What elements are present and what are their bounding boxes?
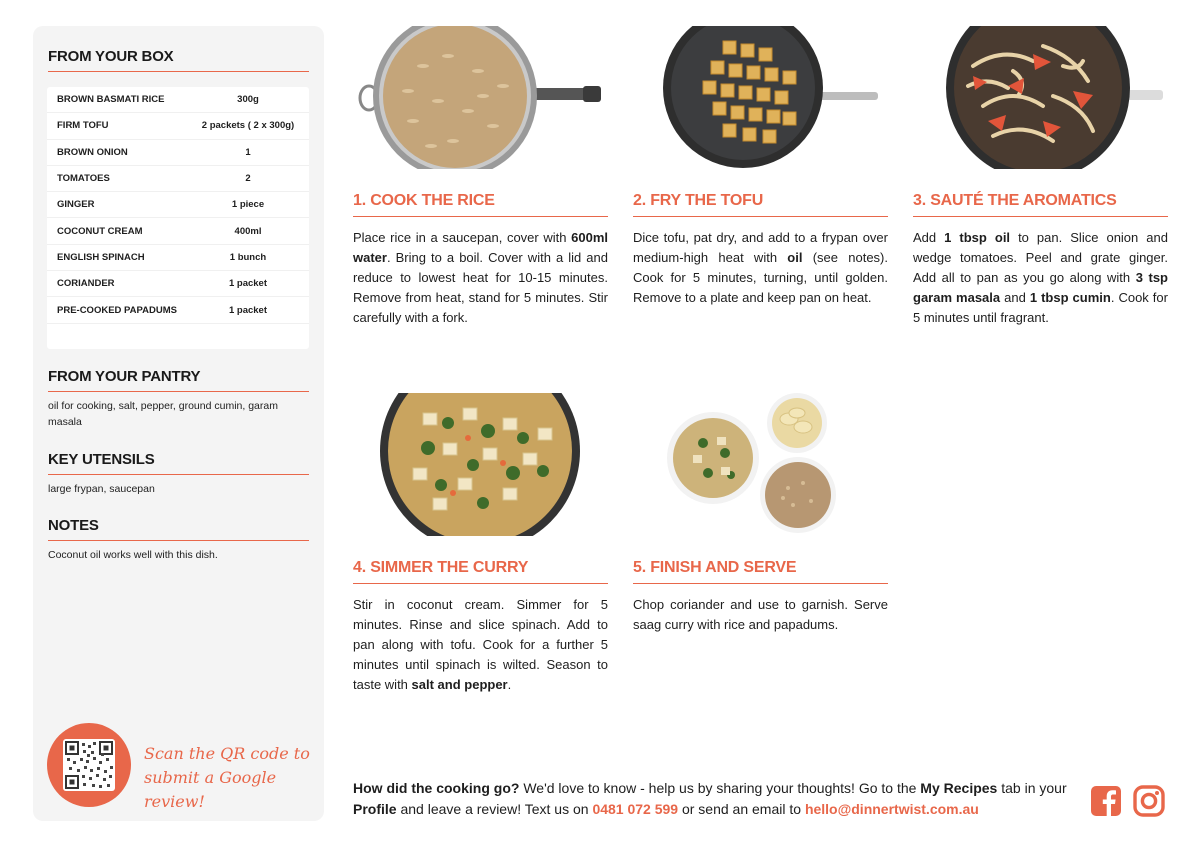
qr-review-prompt — [144, 742, 314, 814]
step-5-body: Chop coriander and use to garnish. Serve saag curry with rice and papadums. — [633, 597, 888, 632]
pantry-text: oil for cooking, salt, pepper, ground cumin, garam masala — [48, 400, 278, 428]
curry-photo — [353, 393, 608, 536]
ingredient-qty: 400ml — [234, 225, 262, 237]
from-your-pantry-heading: FROM YOUR PANTRY — [48, 368, 309, 392]
ingredient-row — [47, 245, 309, 271]
notes-text: Coconut oil works well with this dish. — [48, 549, 218, 561]
ingredients-table — [47, 87, 309, 349]
ingredient-row — [47, 218, 309, 244]
feedback-footer: How did the cooking go? We'd love to know - help us by sharing your thoughts! Go to the My Recipes tab in your Profile and leave a review! Text us on 0481 072 599 or send an email to hello@dinnertwist.com.au — [353, 780, 1067, 817]
ingredient-name: GINGER — [57, 199, 95, 211]
step-5-title: 5. FINISH AND SERVE — [633, 559, 888, 584]
qr-prompt-line-1: Scan the QR code to — [144, 744, 310, 763]
instagram-icon[interactable] — [1133, 785, 1165, 817]
key-utensils-heading: KEY UTENSILS — [48, 451, 309, 475]
from-your-box-heading: FROM YOUR BOX — [48, 48, 309, 72]
facebook-icon[interactable] — [1090, 785, 1122, 817]
ingredient-name: ENGLISH SPINACH — [57, 251, 145, 263]
ingredient-name: FIRM TOFU — [57, 120, 109, 132]
ingredient-row — [47, 166, 309, 192]
ingredient-row — [47, 140, 309, 166]
ingredient-name: BROWN BASMATI RICE — [57, 94, 165, 106]
ingredient-row — [47, 87, 309, 113]
ingredient-qty: 1 — [245, 146, 251, 158]
ingredient-row — [47, 113, 309, 139]
serve-photo — [633, 393, 888, 536]
step-1-body: Place rice in a saucepan, cover with 600ml water. Bring to a boil. Cover with a lid and reduce to lowest heat for 10-15 minutes. Remove from heat, stand for 5 minutes. Stir carefully with a fork. — [353, 230, 608, 325]
ingredient-row — [47, 192, 309, 218]
ingredient-qty: 300g — [237, 94, 259, 106]
step-4-title: 4. SIMMER THE CURRY — [353, 559, 608, 584]
ingredient-qty: 2 packets ( 2 x 300g) — [201, 120, 295, 132]
step-2-title: 2. FRY THE TOFU — [633, 192, 888, 217]
ingredient-qty: 1 packet — [228, 278, 268, 290]
step-2-body: Dice tofu, pat dry, and add to a frypan over medium-high heat with oil (see notes). Cook for 5 minutes, turning, until golden. Remove to a plate and keep pan on heat. — [633, 230, 888, 305]
qr-prompt-line-2: submit a Google review! — [144, 768, 277, 811]
rice-photo — [353, 26, 608, 169]
ingredient-qty: 1 bunch — [229, 251, 267, 263]
ingredient-name: COCONUT CREAM — [57, 225, 143, 237]
ingredient-name: TOMATOES — [57, 173, 110, 185]
aromatics-photo — [913, 26, 1168, 169]
sidebar — [33, 26, 324, 821]
ingredient-qty: 2 — [245, 173, 251, 185]
notes-heading: NOTES — [48, 517, 309, 541]
qr-code-badge[interactable] — [47, 723, 131, 807]
step-3-body: Add 1 tbsp oil to pan. Slice onion and wedge tomatoes. Peel and grate ginger. Add all to pan as you go along with 3 tsp garam masala and 1 tbsp cumin. Cook for 5 minutes until fragrant. — [913, 230, 1168, 325]
utensils-text: large frypan, saucepan — [48, 483, 155, 495]
step-3-title: 3. SAUTÉ THE AROMATICS — [913, 192, 1168, 217]
ingredient-qty: 1 packet — [228, 304, 268, 316]
step-4-body: Stir in coconut cream. Simmer for 5 minutes. Rinse and slice spinach. Add to pan along with tofu. Cook for a further 5 minutes until spinach is wilted. Season to taste with salt and pepper. — [353, 597, 608, 692]
ingredient-name: PRE-COOKED PAPADUMS — [57, 304, 177, 316]
ingredient-name: CORIANDER — [57, 278, 115, 290]
ingredient-row — [47, 297, 309, 323]
step-1-title: 1. COOK THE RICE — [353, 192, 608, 217]
qr-code[interactable] — [63, 739, 115, 791]
ingredient-name: BROWN ONION — [57, 146, 128, 158]
ingredient-qty: 1 piece — [231, 199, 265, 211]
ingredient-row — [47, 271, 309, 297]
tofu-photo — [633, 26, 888, 169]
